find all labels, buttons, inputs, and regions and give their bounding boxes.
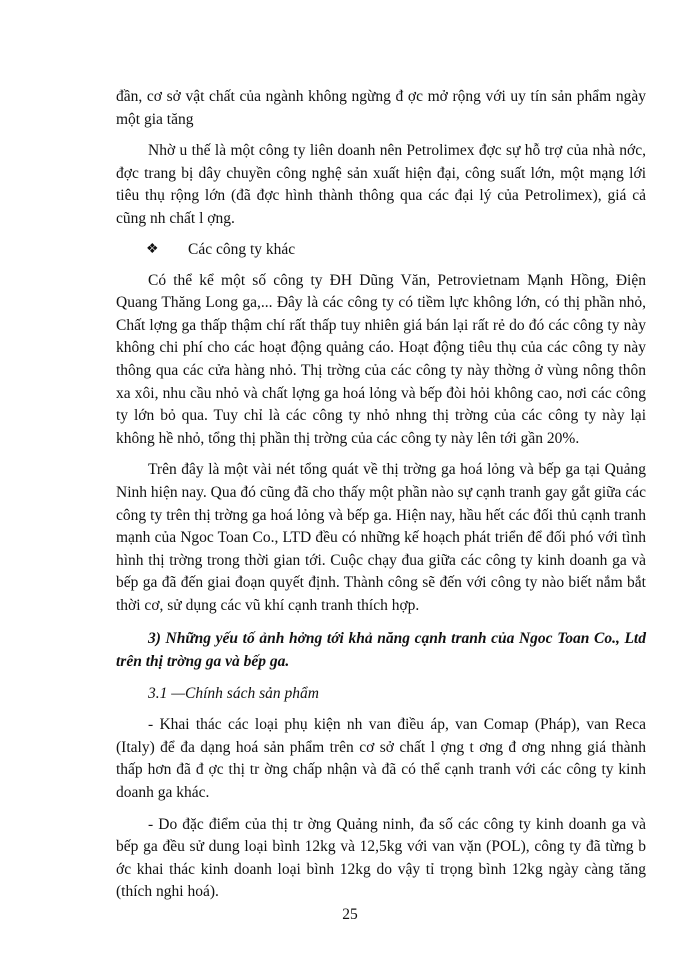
page-number: 25 (342, 906, 358, 923)
paragraph-other-companies: Có thể kể một số công ty ĐH Dũng Văn, Petrovietnam Mạnh Hồng, Điện Quang Thăng Long ga,... Đây là các công ty có tiềm lực không lớn, có thị phần nhỏ, Chất lợng ga thấp thậm chí rất thấp tuy nhiên giá bán lại rất rẻ do đó các công ty này không chi phí cho các hoạt động quảng cáo. Hoạt động tiêu thụ của các công ty này thông qua các cửa hàng nhỏ. Thị trờng của các công ty này thờng ở vùng nông thôn xa xôi, nhu cầu nhỏ và chất lợng ga hoá lỏng và bếp đòi hỏi không cao, nơi các công ty lớn bỏ qua. Tuy chỉ là các công ty nhỏ nhng thị trờng của các công ty này lại không hề nhỏ, tổng thị phần thị trờng của các công ty này lên tới gần 20%. (116, 271, 646, 447)
section-heading-3: 3) Những yếu tố ảnh hởng tới khả năng cạnh tranh của Ngoc Toan Co., Ltd trên thị trờng ga và bếp ga. (116, 630, 646, 671)
paragraph-1: đần, cơ sở vật chất của ngành không ngừng đ ợc mở rộng với uy tín sản phẩm ngày một gia tăng (116, 88, 646, 128)
paragraph-petrolimex: Nhờ u thế là một công ty liên doanh nên Petrolimex đợc sự hỗ trợ của nhà nớc, đợc trang bị dây chuyền công nghệ sản xuất hiện đại, công suất lớn, một mạng lới tiêu thụ rộng lớn (đã đợc hình thành thông qua các đại lý của Petrolimex), giá cả cũng nh chất l ợng. (116, 142, 646, 227)
bullet-item (116, 239, 646, 261)
four-diamond-icon: ❖ (146, 241, 159, 257)
paragraph-market-features: - Do đặc điểm của thị tr ờng Quảng ninh, đa số các công ty kinh doanh ga và bếp ga đều sử dung loại bình 12kg và 12,5kg với van vặn (POL), công ty đã từng b ớc khai thác kinh doanh loại bình 12kg do vậy tỉ trọng bình 12kg ngày càng tăng (thích nghi hoá). (116, 815, 646, 901)
bullet-label: Các công ty khác (188, 240, 296, 258)
paragraph-summary: Trên đây là một vài nét tổng quát về thị trờng ga hoá lỏng và bếp ga tại Quảng Ninh hiện nay. Qua đó cũng đã cho thấy một phần nào sự cạnh tranh gay gắt giữa các công ty trên thị trờng ga hoá lỏng và bếp ga. Hiện nay, hầu hết các đối thủ cạnh tranh mạnh của Ngoc Toan Co., LTD đều có những kế hoạch phát triển để đối phó với tình hình thị trờng trong thời gian tới. Cuộc chạy đua giữa các công ty kinh doanh ga và bếp ga đã đến giai đoạn quyết định. Thành công sẽ đến với công ty nào biết nắm bắt thời cơ, sử dụng các vũ khí cạnh tranh thích hợp. (116, 461, 646, 614)
subsection-heading-3-1: 3.1 —Chính sách sản phẩm (148, 684, 319, 702)
paragraph-accessories: - Khai thác các loại phụ kiện nh van điều áp, van Comap (Pháp), van Reca (Italy) để đa dạng hoá sản phẩm trên cơ sở chất l ợng t ơng đ ơng nhng giá thành thấp hơn đã đ ợc thị tr ờng chấp nhận và đã có thể cạnh tranh với các công ty kinh doanh ga khác. (116, 716, 646, 802)
document-body (116, 86, 646, 904)
